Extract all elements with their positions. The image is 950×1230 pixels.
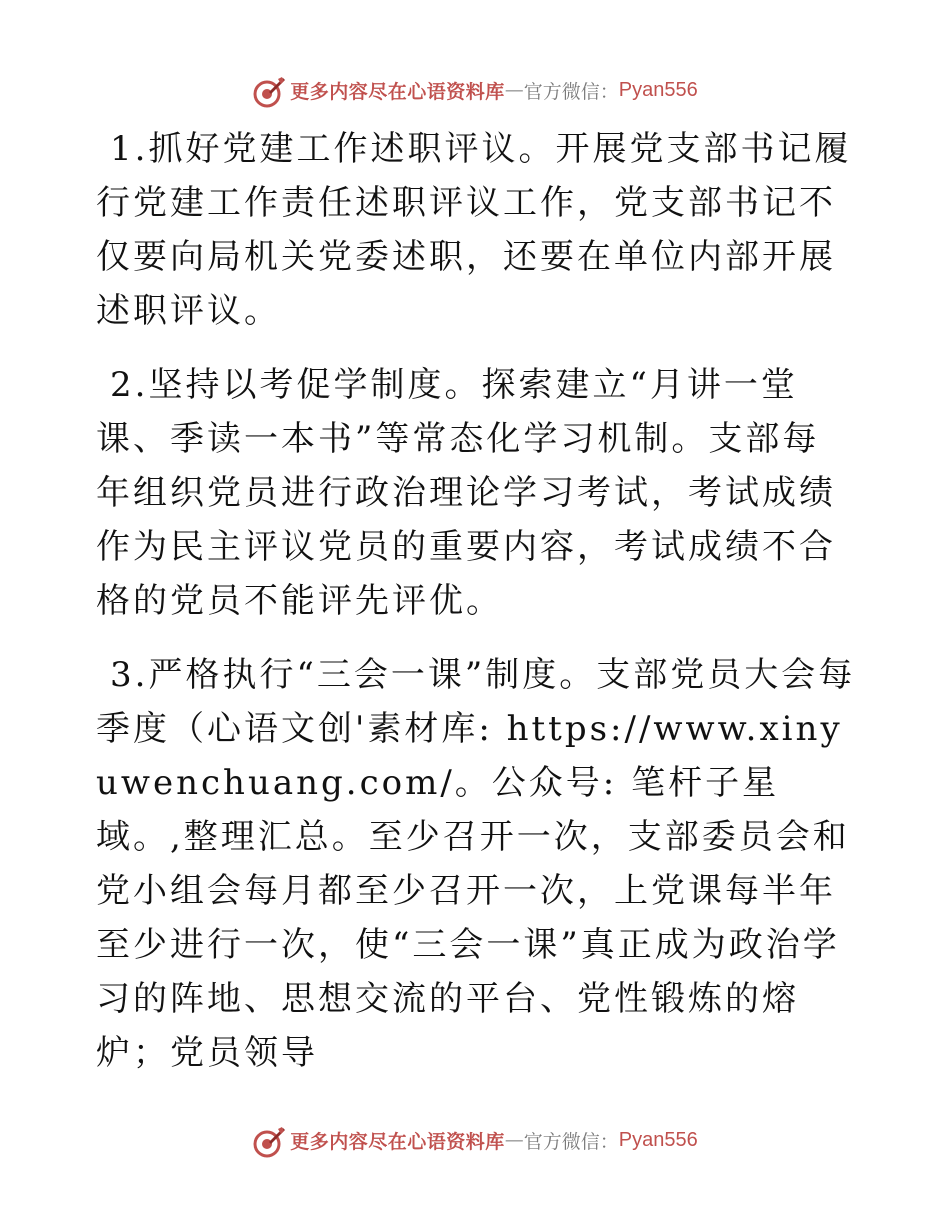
quill-seal-icon [252, 1125, 286, 1159]
watermark-wechat-id: Pyan556 [618, 1128, 698, 1151]
footer-watermark [0, 1120, 950, 1160]
paragraph-number: 1. [110, 129, 149, 169]
paragraph-text: 坚持以考促学制度。探索建立“月讲一堂课、季读一本书”等常态化学习机制。支部每年组织党员进行政治理论学习考试，考试成绩作为民主评议党员的重要内容，考试成绩不合格的党员不能评先评优。 [96, 365, 836, 621]
quill-seal-icon [252, 75, 286, 109]
paragraph-3 [96, 648, 856, 1080]
paragraph-2 [96, 358, 856, 628]
watermark-wechat-label: 官方微信： [523, 80, 619, 103]
watermark-wechat-id: Pyan556 [618, 78, 698, 101]
watermark-dash: — [504, 1129, 524, 1151]
header-watermark [0, 70, 950, 110]
paragraph-number: 2. [110, 365, 149, 405]
watermark-site-text: 更多内容尽在心语资料库 [290, 80, 505, 103]
paragraph-number: 3. [110, 655, 149, 695]
paragraph-text: 抓好党建工作述职评议。开展党支部书记履行党建工作责任述职评议工作，党支部书记不仅要向局机关党委述职，还要在单位内部开展述职评议。 [96, 129, 852, 331]
watermark-site-text: 更多内容尽在心语资料库 [290, 1130, 505, 1153]
watermark-wechat-label: 官方微信： [523, 1130, 619, 1153]
document-body [96, 122, 856, 1100]
paragraph-text: 严格执行“三会一课”制度。支部党员大会每季度（心语文创'素材库: https://www.xinyuwenchuang.com/。公众号: 笔杆子星域。,整理汇总。至少召开一次，支部委员会和党小组会每月都至少召开一次，上党课每半年至少进行一次，使“三会一课”真正成为政治学习的阵地、思想交流的平台、党性锻炼的熔炉；党员领导 [96, 655, 856, 1073]
watermark-dash: — [504, 79, 524, 101]
paragraph-1 [96, 122, 856, 338]
